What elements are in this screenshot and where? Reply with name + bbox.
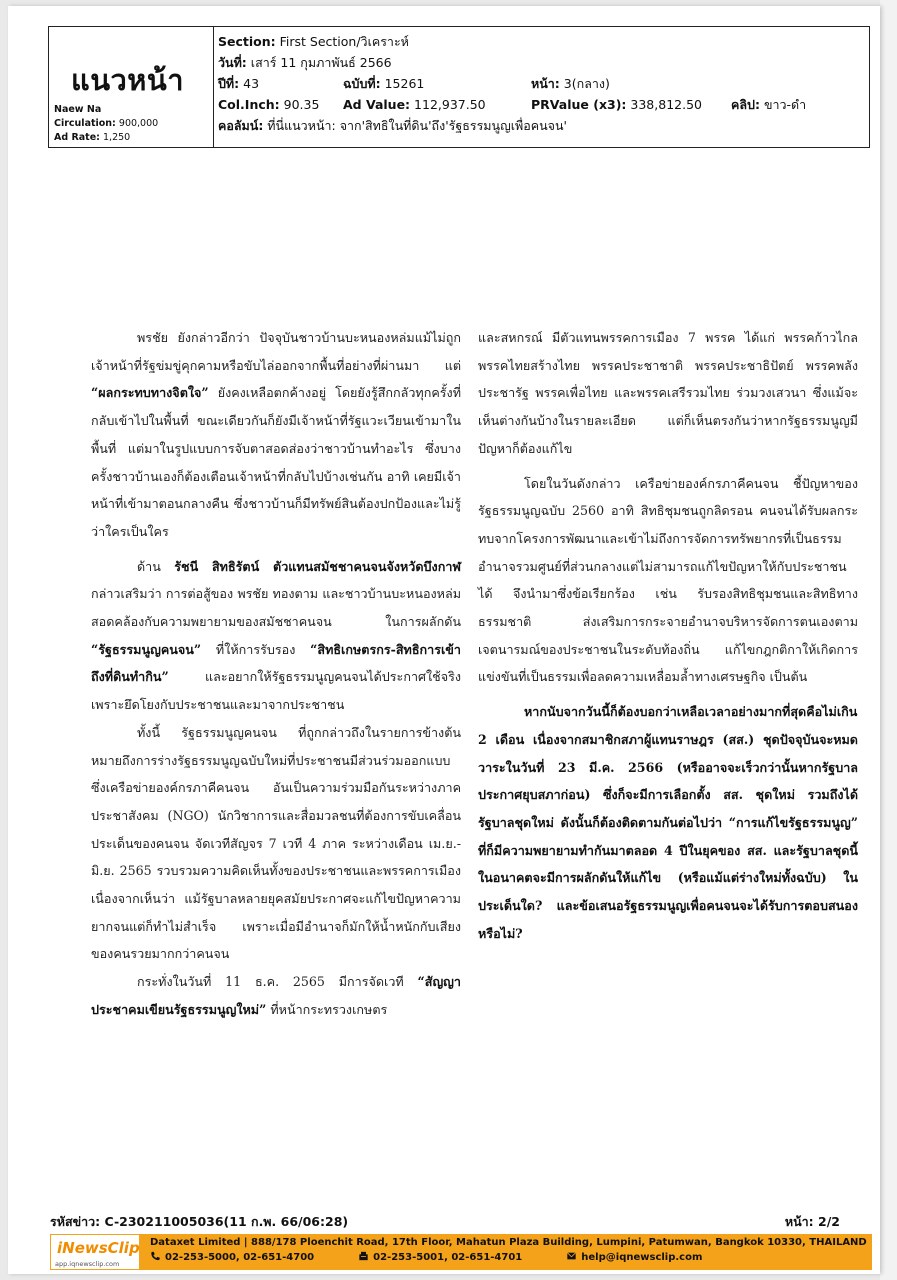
date-row [218, 52, 869, 73]
emphasis-text: “สิทธิเกษตรกร-สิทธิการเข้าถึงที่ดินทำกิน” [91, 641, 461, 685]
paragraph-text: ด้าน [137, 558, 161, 574]
paragraph-text: ทั้งนี้ รัฐธรรมนูญคนจน ที่ถูกกล่าวถึงในรายการข้างต้น หมายถึงการร่างรัฐธรรมนูญฉบับใหม่ที่ประชาชนมีส่วนร่วมออกแบบ ซึ่งเครือข่ายองค์กรภาคีคนจน อันเป็นความร่วมมือกันระหว่างภาคประชาสังคม (NGO) นักวิชาการและสื่อมวลชนที่ต้องการขับเคลื่อนประเด็นของคนจน จัดเวทีสัญจร 7 เวที 4 ภาค ระหว่างเดือน เม.ย.-มิ.ย. 2565 รวบรวมความคิดเห็นทั้งของประชาชนและพรรคการเมือง เนื่องจากเห็นว่า แม้รัฐบาลหลายยุคสมัยประกาศจะแก้ไขปัญหาความยากจนแต่ก็ทำไม่สำเร็จ เพราะเมื่อมีอำนาจก็มักให้น้ำหนักกับเสียงของคนรวยมากกว่าคนจน [91, 724, 461, 962]
paragraph-text: โดยในวันดังกล่าว เครือข่ายองค์กรภาคีคนจน ชี้ปัญหาของรัฐธรรมนูญฉบับ 2560 อาทิ สิทธิชุมชนถูกลิดรอน คนจนได้รับผลกระทบจากโครงการพัฒนาและเข้าไม่ถึงการจัดการทรัพยากรที่เป็นธรรม อำนาจรวมศูนย์ที่ส่วนกลางแต่ไม่สามารถแก้ไขปัญหาให้กับประชาชนได้ จึงนำมาซึ่งข้อเรียกร้อง เช่น รับรองสิทธิชุมชนและสิทธิทางธรรมชาติ ส่งเสริมการกระจายอำนาจบริหารจัดการตนเองตามเจตนารมณ์ของประชาชนในระดับท้องถิ่น แก้ไขกฎกติกาให้เกิดการแข่งขันที่เป็นธรรมเพื่อลดความเหลื่อมล้ำทางเศรษฐกิจ เป็นต้น [478, 475, 858, 685]
section-label: Section: [218, 34, 276, 49]
section-value: First Section/วิเคราะห์ [279, 34, 409, 49]
fax-number: 02-253-5001, 02-651-4701 [373, 1252, 523, 1263]
paragraph [478, 698, 858, 947]
contact-row [150, 1251, 872, 1263]
colinch-value: 90.35 [283, 97, 320, 112]
phone-number: 02-253-5000, 02-651-4700 [165, 1252, 315, 1263]
fax-icon [358, 1251, 369, 1261]
section-row [218, 31, 869, 52]
publication-logo: แนวหน้า [71, 63, 185, 97]
publication-box [49, 27, 214, 147]
year-label: ปีที่: [218, 76, 240, 91]
advalue-value: 112,937.50 [414, 97, 486, 112]
publication-name: Naew Na [54, 104, 102, 115]
year-value: 43 [243, 76, 260, 91]
brand-url: app.iqnewsclip.com [55, 1260, 120, 1268]
news-code: รหัสข่าว: C-230211005036(11 ก.พ. 66/06:28) [50, 1214, 349, 1229]
emphasis-text: “รัฐธรรมนูญคนจน” [91, 641, 202, 657]
clip-details [214, 27, 869, 147]
emphasis-text: รัชนี สิทธิรัตน์ ตัวแทนสมัชชาคนจนจังหวัดบึงกาฬ [174, 558, 461, 574]
issue-row [218, 73, 869, 94]
paragraph-text: ที่ให้การรับรอง [215, 641, 296, 657]
paragraph [91, 968, 461, 1023]
paragraph-text: กล่าวเสริมว่า การต่อสู้ของ พรชัย ทองตาม และชาวบ้านบะหนองหล่ม สอดคล้องกับความพยายามของสมัชชาคนจน ในการผลักดัน [91, 586, 461, 630]
page-value: 3(กลาง) [563, 76, 610, 91]
mail-icon [566, 1251, 577, 1261]
clip-label: คลิป: [731, 97, 760, 112]
clip-value: ขาว-ดำ [763, 97, 807, 112]
emphasis-text: “ผลกระทบทางจิตใจ” [91, 385, 209, 401]
phone-icon [150, 1251, 161, 1261]
clip-header [48, 26, 870, 148]
paragraph-text: และสหกรณ์ มีตัวแทนพรรคการเมือง 7 พรรค ได้แก่ พรรคก้าวไกล พรรคไทยสร้างไทย พรรคประชาชาติ พรรคประชาธิปัตย์ พรรคพลังประชารัฐ พรรคเพื่อไทย และพรรคเสรีรวมไทย ร่วมวงเสวนา ซึ่งแม้จะเห็นต่างกันบ้างในรายละเอียด แต่ก็เห็นตรงกันว่าหากรัฐธรรมนูญมีปัญหาก็ต้องแก้ไข [478, 330, 858, 456]
brand-name: iNewsClip [57, 1239, 140, 1257]
paragraph-text: กระทั่งในวันที่ 11 ธ.ค. 2565 มีการจัดเวที [137, 974, 404, 990]
brand-logo [50, 1234, 140, 1270]
company-address: Dataxet Limited | 888/178 Ploenchit Road, 17th Floor, Mahatun Plaza Building, Lumpini, Patumwan, Bangkok 10330, THAILAND [150, 1237, 867, 1248]
paragraph-text: พรชัย ยังกล่าวอีกว่า ปัจจุบันชาวบ้านบะหนองหล่มแม้ไม่ถูกเจ้าหน้าที่รัฐข่มขู่คุกคามหรือขับไล่ออกจากพื้นที่อย่างที่ผ่านมา แต่ [91, 330, 461, 373]
paragraph-text: และอยากให้รัฐธรรมนูญคนจนได้ประกาศใช้จริงเพราะยึดโยงกับประชาชนและมาจากประชาชน [91, 669, 461, 713]
date-label: วันที่: [218, 55, 247, 70]
email-contact [566, 1251, 724, 1263]
prvalue-label: PRValue (x3): [531, 97, 627, 112]
paragraph [91, 324, 461, 546]
page-count: หน้า: 2/2 [784, 1214, 840, 1229]
article-column-right [478, 324, 858, 947]
column-label: คอลัมน์: [218, 118, 264, 133]
page-edge [880, 0, 897, 1280]
colinch-label: Col.Inch: [218, 97, 280, 112]
paragraph [478, 324, 858, 463]
paragraph [91, 553, 461, 719]
page-label: หน้า: [531, 76, 560, 91]
phone-contact [150, 1251, 336, 1263]
value-row [218, 94, 869, 115]
issue-label: ฉบับที่: [343, 76, 381, 91]
emphasis-text: “สัญญาประชาคมเขียนรัฐธรรมนูญใหม่” [91, 974, 461, 1017]
paragraph [91, 719, 461, 968]
company-info [140, 1234, 872, 1270]
email-address: help@iqnewsclip.com [581, 1252, 703, 1263]
circulation-label: Circulation: [54, 118, 116, 129]
emphasis-text: หากนับจากวันนี้ก็ต้องบอกว่าเหลือเวลาอย่างมากที่สุดคือไม่เกิน 2 เดือน เนื่องจากสมาชิกสภาผู้แทนราษฎร (สส.) ชุดปัจจุบันจะหมดวาระในวันที่ 23 มี.ค. 2566 (หรืออาจจะเร็วกว่านั้นหากรัฐบาลประกาศยุบสภาก่อน) ซึ่งก็จะมีการเลือกตั้ง สส. ชุดใหม่ รวมถึงได้รัฐบาลชุดใหม่ ดังนั้นก็ต้องติดตามกันต่อไปว่า “การแก้ไขรัฐธรรมนูญ” ที่ก็มีความพยายามทำกันมาตลอด 4 ปีในยุคของ สส. และรัฐบาลชุดนี้ ในอนาคตจะมีการผลักดันให้แก้ไข (หรือแม้แต่ร่างใหม่ทั้งฉบับ) ในประเด็นใด? และข้อเสนอรัฐธรรมนูญเพื่อคนจนจะได้รับการตอบสนองหรือไม่? [478, 704, 858, 941]
paragraph-text: ยังคงเหลือตกค้างอยู่ โดยยังรู้สึกกลัวทุกครั้งที่กลับเข้าไปในพื้นที่ ขณะเดียวกันก็ยังมีเจ้าหน้าที่รัฐแวะเวียนเข้ามาในพื้นที่ แต่มาในรูปแบบการจับตาสอดส่องว่าชาวบ้านทำอะไร ซึ่งบางครั้งชาวบ้านเองก็ต้องเตือนเจ้าหน้าที่กลับไปบ้างเช่นกัน อาทิ เคยมีเจ้าหน้าที่เข้ามาตอนกลางคืน ซึ่งชาวบ้านก็มีทรัพย์สินต้องปกป้องและไม่รู้ว่าใครเป็นใคร [91, 385, 461, 539]
clipping-page [8, 6, 880, 1274]
circulation-value: 900,000 [118, 118, 159, 129]
footer-bar [50, 1234, 872, 1270]
paragraph-text: ที่หน้ากระทรวงเกษตร [270, 1001, 388, 1017]
prvalue-value: 338,812.50 [630, 97, 702, 112]
fax-contact [358, 1251, 544, 1263]
column-row [218, 115, 869, 136]
publication-meta [54, 103, 158, 145]
date-value: เสาร์ 11 กุมภาพันธ์ 2566 [250, 55, 392, 70]
ad-rate-value: 1,250 [103, 132, 131, 143]
column-value: ที่นี่แนวหน้า: จาก'สิทธิในที่ดิน'ถึง'รัฐธรรมนูญเพื่อคนจน' [267, 118, 567, 133]
paragraph [478, 470, 858, 692]
article-column-left [91, 324, 461, 1024]
advalue-label: Ad Value: [343, 97, 411, 112]
issue-value: 15261 [384, 76, 425, 91]
ad-rate-label: Ad Rate: [54, 132, 100, 143]
